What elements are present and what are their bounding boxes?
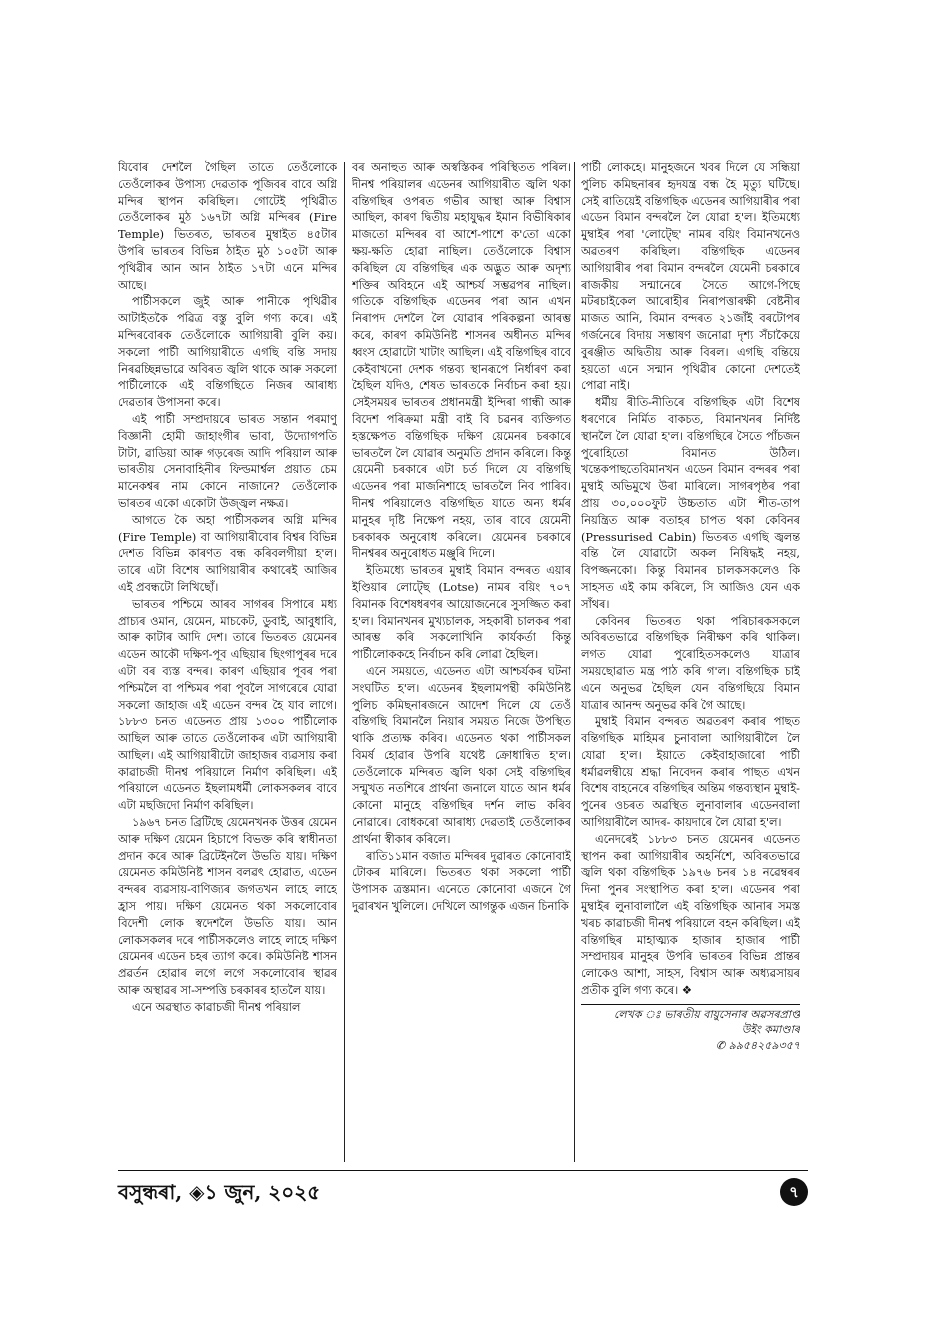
byline-author: লেখক ঃ ভাৰতীয় বায়ুসেনাৰ অৱসৰপ্ৰাপ্ত	[613, 1007, 800, 1021]
paragraph: যিবোৰ দেশলৈ গৈছিল তাতে তেওঁলোকে তেওঁলোকৰ উপাস্য দেৱতাক পূজিবৰ বাবে অগ্নি মন্দিৰ স্থাপন কৰিছিল। গোটেই পৃথিৱীত তেওঁলোকৰ মুঠ ১৬৭টা অগ্নি মন্দিৰৰ (Fire Temple) ভিতৰত, ভাৰতৰ মুম্বাইত ৪৫টাৰ উপৰি ভাৰতৰ বিভিন্ন ঠাইত মুঠ ১০৫টা আৰু পৃথিৱীৰ আন আন ঠাইত ১৭টা এনে মন্দিৰ আছে।	[118, 161, 337, 292]
magazine-title-date: বসুন্ধৰা, ◈১ জুন, ২০২৫	[118, 1180, 321, 1204]
column-3	[581, 160, 800, 1165]
paragraph: ১৯৬৭ চনত ব্ৰিটিছে য়েমেনখনক উত্তৰ য়েমেন আৰু দক্ষিণ য়েমেন হিচাপে বিভক্ত কৰি স্বাধীনতা প্ৰদান কৰে আৰু ব্ৰিটেইনলৈ উভতি যায়। দক্ষিণ য়েমেনত কমিউনিষ্ট শাসন বলৱৎ হোৱাত, এডেন বন্দৰৰ ব্যৱসায়-বাণিজ্যৰ জগতখন লাহে লাহে হ্ৰাস পায়। দক্ষিণ য়েমেনত থকা সকলোবোৰ বিদেশী লোক স্বদেশলৈ উভতি যায়। আন লোকসকলৰ দৰে পাৰ্চীসকলেও লাহে লাহে দক্ষিণ য়েমেনৰ এডেন চহৰ ত্যাগ কৰে। কমিউনিষ্ট শাসন প্ৰৱৰ্তন হোৱাৰ লগে লগে সকলোবোৰ স্থাৱৰ আৰু অস্থাৱৰ সা-সম্পত্তি চৰকাৰৰ হাতলৈ যায়।	[118, 816, 337, 998]
paragraph: বৰ অনাহুত আৰু অস্বস্তিকৰ পৰিস্থিতত পৰিল। দীনশ্ব পৰিয়ালৰ এডেনৰ আগিয়াৰীত জ্বলি থকা বন্তিগছিৰ ওপৰত গভীৰ আস্থা আৰু বিশ্বাস আছিল, কাৰণ দ্বিতীয় মহাযুদ্ধৰ ইমান বিভীষিকাৰ মাজতো মন্দিৰৰ বা আশে-পাশে ক'তো একো ক্ষয়-ক্ষতি হোৱা নাছিল। তেওঁলোকে বিশ্বাস কৰিছিল যে বন্তিগছিৰ এক অদ্ভুত আৰু অদৃশ্য শক্তিৰ অবিহনে এই আশ্চৰ্য সম্ভৱপৰ নাছিল। গতিকে বন্তিগছিক এডেনৰ পৰা আন এখন নিৰাপদ দেশলৈ লৈ যোৱাৰ পৰিকল্পনা আৰম্ভ কৰে, কাৰণ কমিউনিষ্ট শাসনৰ অধীনত মন্দিৰ ধ্বংস হোৱাটো খাটাং আছিল। এই বন্তিগছিৰ বাবে কেইবাখনো দেশক গন্তব্য স্থানৰূপে নিৰ্ধাৰণ কৰা হৈছিল যদিও, শেষত ভাৰতকে নিৰ্বাচন কৰা হয়। সেইসময়ৰ ভাৰতৰ প্ৰধানমন্ত্ৰী ইন্দিৰা গান্ধী আৰু বিদেশ পৰিক্ৰমা মন্ত্ৰী বাই বি চৱনৰ ব্যক্তিগত হস্তক্ষেপত বন্তিগছিক দক্ষিণ য়েমেনৰ চৰকাৰে ভাৰতলৈ লৈ যোৱাৰ অনুমতি প্ৰদান কৰিলে। কিন্তু য়েমেনী চৰকাৰে এটা চৰ্ত দিলে যে বন্তিগছি এডেনৰ পৰা মাজনিশাহে ভাৰতলৈ নিব পাৰিব। দীনশ্ব পৰিয়ালেও বন্তিগছিত যাতে অন্য ধৰ্মৰ মানুহৰ দৃষ্টি নিক্ষেপ নহয়, তাৰ বাবে য়েমেনী চৰকাৰক অনুৰোধ কৰিলে। য়েমেনৰ চৰকাৰে দীনশ্বৰৰ অনুৰোধত মঞ্জুৰি দিলে।	[352, 161, 571, 561]
paragraph: মুম্বাই বিমান বন্দৰত অৱতৰণ কৰাৰ পাছত বন্তিগছিক মাহিমৰ চুনাবালা আগিয়াৰীলৈ লৈ যোৱা হ'ল। ইয়াতে কেইবাহাজাৰো পাৰ্চী ধৰ্মাৱলম্বীয়ে শ্ৰদ্ধা নিবেদন কৰাৰ পাছত এখন বিশেষ বাহনেৰে বন্তিগছিৰ অন্তিম গন্তব্যস্থান মুম্বাই-পুনেৰ ওচৰত অৱস্থিত লুনাবালাৰ এডেনবালা আগিয়াৰীলৈ আদৰ- কায়দাৰে লৈ যোৱা হ'ল।	[581, 715, 800, 830]
paragraph: এনে সময়তে, এডেনত এটা আশ্চৰ্যকৰ ঘটনা সংঘটিত হ'ল। এডেনৰ ইছলামপন্থী কমিউনিষ্ট পুলিচ কমিছনাৰজনে আদেশ দিলে যে তেওঁ বন্তিগছি বিমানলৈ নিয়াৰ সময়ত নিজে উপস্থিত থাকি প্ৰত্যক্ষ কৰিব। এডেনত থকা পাৰ্চীসকল বিমৰ্ষ হোৱাৰ উপৰি যথেষ্ট ক্ৰোধান্বিত হ'ল। তেওঁলোকে মন্দিৰত জ্বলি থকা সেই বন্তিগছিৰ সন্মুখত নতশিৰে প্ৰাৰ্থনা জনালে যাতে আন ধৰ্মৰ কোনো মানুহে বন্তিগছিৰ দৰ্শন লাভ কৰিব নোৱাৰে। বোধকৰো আৰাধ্য দেৱতাই তেওঁলোকৰ প্ৰাৰ্থনা স্বীকাৰ কৰিলে।	[352, 664, 571, 846]
byline-phone: ✆ ৯৯৫৪২৫৯৩৫৭	[715, 1038, 800, 1052]
paragraph: ধৰ্মীয় ৰীতি-নীতিৰে বন্তিগছিক এটা বিশেষ ধৰণেৰে নিৰ্মিত বাকচত, বিমানখনৰ নিৰ্দিষ্ট স্থানলৈ লৈ যোৱা হ'ল। বন্তিগছিৰে সৈতে পাঁচজন পুৰোহিতো বিমানত উঠিল। খন্তেকপাছতেবিমানখন এডেন বিমান বন্দৰৰ পৰা মুম্বাই অভিমুখে উৰা মাৰিলে। সাগৰপৃষ্ঠৰ পৰা প্ৰায় ৩০,০০০ফুট উচ্চতাত এটা শীত-তাপ নিয়ন্ত্ৰিত আৰু বতাহৰ চাপত থকা কেবিনৰ (Pressurised Cabin) ভিতৰত এগছি জ্বলন্ত বন্তি লৈ যোৱাটো অকল নিষিদ্ধই নহয়, বিপজ্জনকো। কিন্তু বিমানৰ চালকসকলেও কি সাহসত এই কাম কৰিলে, সি আজিও যেন এক সাঁথৰ।	[581, 396, 800, 611]
column-divider	[574, 162, 575, 1162]
paragraph: এনেদৰেই ১৮৮৩ চনত য়েমেনৰ এডেনত স্থাপন কৰা আগিয়াৰীৰ অহৰ্নিশে, অবিৰতভাৱে জ্বলি থকা বন্তিগছিক ১৯৭৬ চনৰ ১৪ নৱেম্বৰৰ দিনা পুনৰ সংস্থাপিত কৰা হ'ল। এডেনৰ পৰা মুম্বাইৰ লুনাবালালৈ এই বন্তিগছিক আনাৰ সমস্ত খৰচ কাৱাচজী দীনশ্ব পৰিয়ালে বহন কৰিছিল। এই বন্তিগছিৰ মাহাত্ম্যক হাজাৰ হাজাৰ পাৰ্চী সম্প্ৰদায়ৰ মানুহৰ উপৰি ভাৰতৰ বিভিন্ন প্ৰান্তৰ লোকেও আশা, সাহস, বিশ্বাস আৰু অধ্যৱসায়ৰ প্ৰতীক বুলি গণ্য কৰে। ❖	[581, 832, 800, 998]
byline-rank: উইং কমাণ্ডাৰ	[741, 1023, 800, 1037]
article-body	[118, 160, 800, 1165]
paragraph: ইতিমধ্যে ভাৰতৰ মুম্বাই বিমান বন্দৰত এয়াৰ ইণ্ডিয়াৰ লোট্ছে (Lotse) নামৰ বয়িং ৭০৭ বিমানক বিশেষধৰণৰ আয়োজনেৰে সুসজ্জিত কৰা হ'ল। বিমানখনৰ মুখ্যচালক, সহকাৰী চালকৰ পৰা আৰম্ভ কৰি সকলোখিনি কাৰ্যকৰ্তা কিন্তু পাৰ্চীলোককহে নিৰ্বাচন কৰি লোৱা হৈছিল।	[352, 564, 571, 662]
column-2	[352, 160, 571, 1165]
paragraph: ভাৰতৰ পশ্চিমে আৰব সাগৰৰ সিপাৰে মধ্য প্ৰাচ্যৰ ওমান, য়েমেন, মাচকেট, ডুবাই, আবুধাবি, আৰু কাটাৰ আদি দেশ। তাৰে ভিতৰত য়েমেনৰ এডেন আকৌ দক্ষিণ-পূব এছিয়াৰ ছিংগাপুৰৰ দৰে এটা বৰ ব্যস্ত বন্দৰ। কাৰণ এছিয়াৰ পূবৰ পৰা পশ্চিমলৈ বা পশ্চিমৰ পৰা পূবলৈ সাগৰেৰে যোৱা সকলো জাহাজ এই এডেন বন্দৰ হৈ যাব লাগে। ১৮৮৩ চনত এডেনত প্ৰায় ১৩০০ পাৰ্চীলোক আছিল আৰু তাতে তেওঁলোকৰ এটা আগিয়াৰী আছিল। এই আগিয়াৰীটো জাহাজৰ ব্যৱসায় কৰা কাৱাচজী দীনশ্ব পৰিয়ালে নিৰ্মাণ কৰিছিল। এই পৰিয়ালে এডেনত ইছলামধৰ্মী লোকসকলৰ বাবে এটা মছজিদো নিৰ্মাণ কৰিছিল।	[118, 597, 337, 813]
paragraph: কেবিনৰ ভিতৰত থকা পৰিচাৰকসকলে অবিৰতভাৱে বন্তিগছিক নিৰীক্ষণ কৰি থাকিল। লগত যোৱা পুৰোহিতসকলেও যাত্ৰাৰ সময়ছোৱাত মন্ত্ৰ পাঠ কৰি গ'ল। বন্তিগছিক চাই এনে অনুভৱ হৈছিল যেন বন্তিগছিয়ে বিমান যাত্ৰাৰ আনন্দ অনুভৱ কৰি গৈ আছে।	[581, 614, 800, 712]
paragraph: ৰাতি১১মান বজাত মন্দিৰৰ দুৱাৰত কোনোবাই টোকৰ মাৰিলে। ভিতৰত থকা সকলো পাৰ্চী উপাসক ত্ৰস্তমান। এনেতে কোনোবা এজনে গৈ দুৱাৰখন খুলিলে। দেখিলে আগন্তুক এজন চিনাকি	[352, 849, 571, 914]
paragraph: এই পাৰ্চী সম্প্ৰদায়ৰে ভাৰত সন্তান পৰমাণু বিজ্ঞানী হোমী জাহাংগীৰ ভাবা, উদ্যোগপতি টাটা, ৱাডিয়া আৰু গড়ৰেজ আদি পৰিয়াল আৰু ভাৰতীয় সেনাবাহিনীৰ ফিল্ডমাৰ্শ্বল প্ৰয়াত চেম মানেকশ্বৰ নাম কোনে নাজানে? তেওঁলোক ভাৰতৰ একো একোটা উজ্জ্বল নক্ষত্ৰ।	[118, 412, 337, 510]
footer-rule	[118, 1170, 808, 1171]
paragraph: এনে অৱস্থাত কাৱাচজী দীনশ্ব পৰিয়াল	[132, 1000, 301, 1014]
page-footer	[118, 1170, 808, 1206]
column-divider	[344, 162, 345, 1162]
author-byline	[581, 1004, 800, 1054]
column-1	[118, 160, 337, 1165]
paragraph: আগতে কৈ অহা পাৰ্চীসকলৰ অগ্নি মন্দিৰ (Fire Temple) বা আগিয়াৰীবোৰ বিশ্বৰ বিভিন্ন দেশত বিভিন্ন কাৰণত বন্ধ কৰিবলগীয়া হ'ল। তাৰে এটা বিশেষ আগিয়াৰীৰ কথাৰেই আজিৰ এই প্ৰবন্ধটো লিখিছোঁ।	[118, 513, 337, 594]
paragraph: পাৰ্চী লোকহে। মানুহজনে খবৰ দিলে যে সন্ধিয়া পুলিচ কমিছনাৰৰ হৃদযন্ত্ৰ বন্ধ হৈ মৃত্যু ঘটিছে। সেই ৰাতিয়েই বন্তিগছিক এডেনৰ আগিয়াৰীৰ পৰা এডেন বিমান বন্দৰলৈ লৈ যোৱা হ'ল। ইতিমধ্যে মুম্বাইৰ পৰা 'লোট্ছে' নামৰ বয়িং বিমানখনেও অৱতৰণ কৰিছিল। বন্তিগছিক এডেনৰ আগিয়াৰীৰ পৰা বিমান বন্দৰলৈ যেমেনী চৰকাৰে ৰাজকীয় সন্মানেৰে সৈতে আগে-পিছে মটৰচাইকেল আৰোহীৰ নিৰাপত্তাৰক্ষী বেষ্টনীৰ মাজত আনি, বিমান বন্দৰত ২১জাঁই বৰটোপৰ গৰ্জনেৰে বিদায় সম্ভাষণ জনোৱা দৃশ্য সঁচাকৈয়ে বুৰঞ্জীত অদ্বিতীয় আৰু বিৰল। এগছি বন্তিয়ে হয়তো এনে সন্মান পৃথিৱীৰ কোনো দেশতেই পোৱা নাই।	[581, 161, 800, 393]
page-number-badge: ৭	[780, 1178, 808, 1206]
paragraph: পাৰ্চীসকলে জুই আৰু পানীকে পৃথিৱীৰ আটাইতকৈ পৱিত্ৰ বস্তু বুলি গণ্য কৰে। এই মন্দিৰবোৰক তেওঁলোকে আগিয়াৰী বুলি কয়। সকলো পাৰ্চী আগিয়াৰীতে এগছি বন্তি সদায় নিৰৱচ্ছিন্নভাৱে অবিৰত জ্বলি থাকে আৰু সকলো পাৰ্চীলোকে এই বন্তিগছিতে নিজৰ আৰাধ্য দেৱতাৰ উপাসনা কৰে।	[118, 295, 337, 410]
